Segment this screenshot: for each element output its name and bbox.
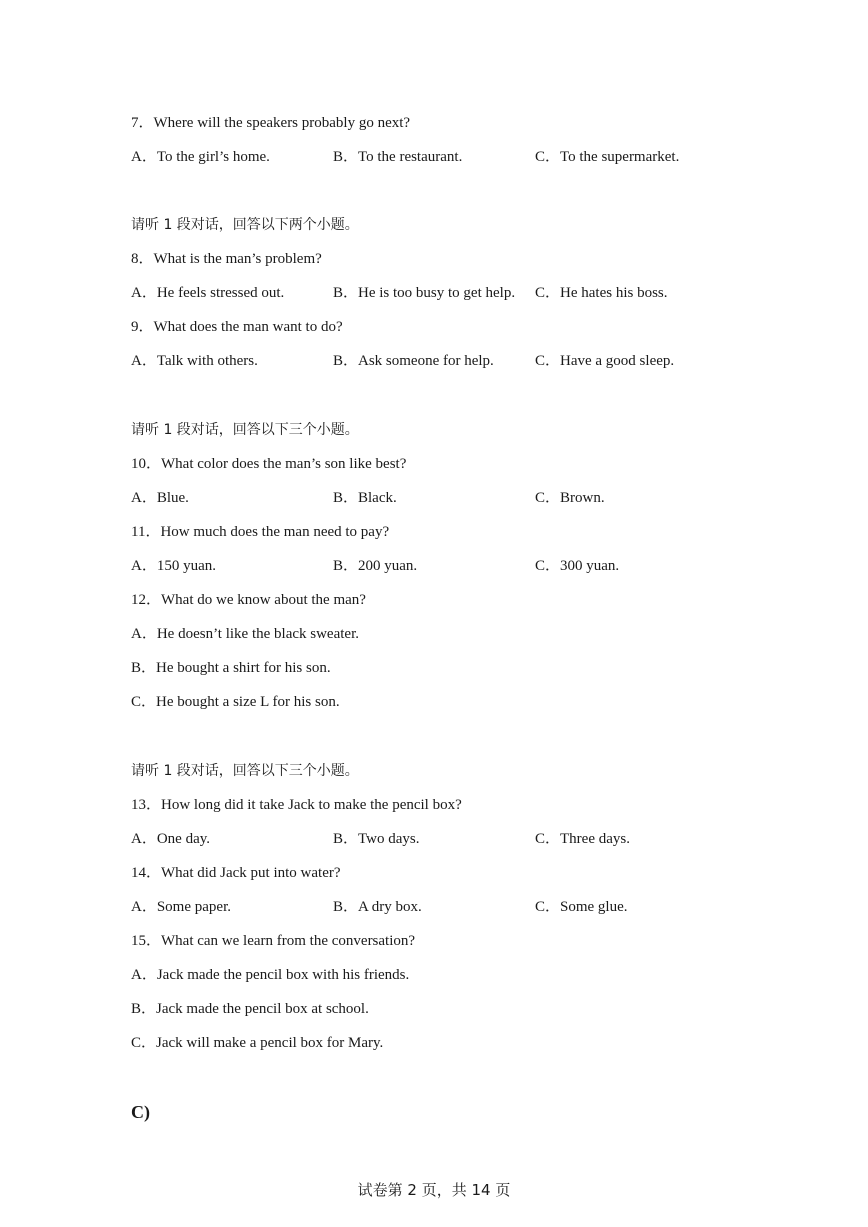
q12-option-b: B．He bought a shirt for his son. — [131, 660, 331, 676]
q12-option-c: C．He bought a size L for his son. — [131, 694, 340, 710]
instruction-2: 请听 1 段对话，回答以下三个小题。 — [131, 422, 359, 438]
q13-option-c: C．Three days. — [535, 831, 630, 847]
question-15: 15．What can we learn from the conversation? — [131, 933, 416, 949]
q9-option-b: B．Ask someone for help. — [333, 353, 494, 369]
q14-option-c: C．Some glue. — [535, 899, 628, 915]
section-c-heading: C) — [131, 1102, 150, 1122]
question-12: 12．What do we know about the man? — [131, 592, 366, 608]
q10-option-c: C．Brown. — [535, 490, 605, 506]
q7-option-b: B．To the restaurant. — [333, 149, 463, 165]
q8-option-c: C．He hates his boss. — [535, 285, 668, 301]
q15-option-a: A．Jack made the pencil box with his friends. — [131, 967, 410, 983]
q8-option-b: B．He is too busy to get help. — [333, 285, 516, 301]
q10-option-a: A．Blue. — [131, 490, 189, 506]
instruction-1: 请听 1 段对话，回答以下两个小题。 — [131, 217, 359, 233]
question-10: 10．What color does the man’s son like best? — [131, 456, 407, 472]
q15-option-c: C．Jack will make a pencil box for Mary. — [131, 1035, 384, 1051]
q12-option-a: A．He doesn’t like the black sweater. — [131, 626, 359, 642]
q14-option-b: B．A dry box. — [333, 899, 422, 915]
q9-option-c: C．Have a good sleep. — [535, 353, 675, 369]
q7-option-a: A．To the girl’s home. — [131, 149, 270, 165]
question-8: 8．What is the man’s problem? — [131, 251, 322, 267]
q13-option-a: A．One day. — [131, 831, 211, 847]
q11-option-b: B．200 yuan. — [333, 558, 418, 574]
question-11: 11．How much does the man need to pay? — [131, 524, 390, 540]
q11-option-c: C．300 yuan. — [535, 558, 620, 574]
question-7: 7．Where will the speakers probably go next? — [131, 115, 411, 131]
q11-option-a: A．150 yuan. — [131, 558, 216, 574]
page-footer: 试卷第 2 页，共 14 页 — [357, 1181, 511, 1199]
q14-option-a: A．Some paper. — [131, 899, 231, 915]
question-14: 14．What did Jack put into water? — [131, 865, 341, 881]
q15-option-b: B．Jack made the pencil box at school. — [131, 1001, 369, 1017]
q7-option-c: C．To the supermarket. — [535, 149, 680, 165]
question-9: 9．What does the man want to do? — [131, 319, 343, 335]
q9-option-a: A．Talk with others. — [131, 353, 258, 369]
instruction-3: 请听 1 段对话，回答以下三个小题。 — [131, 763, 359, 779]
q13-option-b: B．Two days. — [333, 831, 420, 847]
q10-option-b: B．Black. — [333, 490, 397, 506]
q8-option-a: A．He feels stressed out. — [131, 285, 285, 301]
question-13: 13．How long did it take Jack to make the pencil box? — [131, 797, 462, 813]
